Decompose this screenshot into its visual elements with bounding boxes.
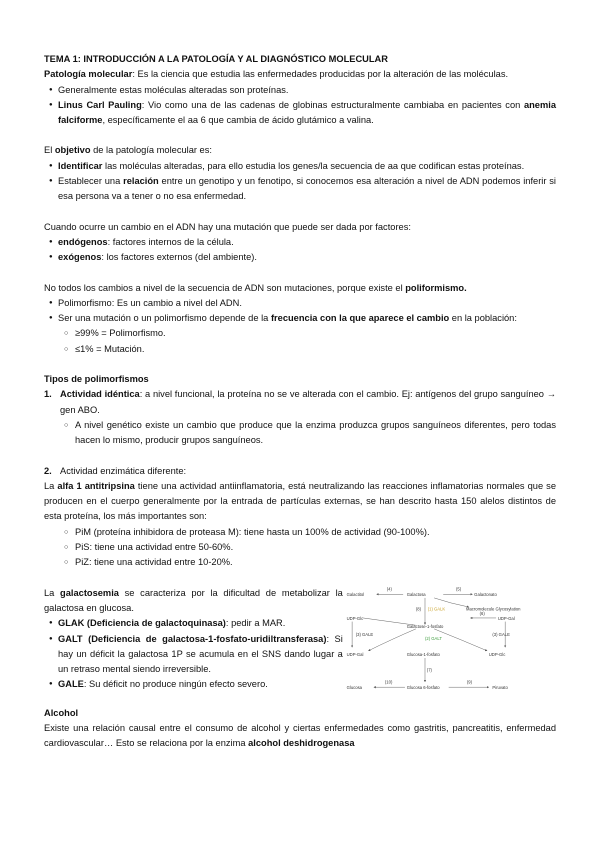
step-label: (9) [466,679,472,685]
galactosemia-section [44,586,556,698]
list-item: ○ ≥99% = Polimorfismo. [44,326,556,341]
galt-label: (2) GALT [424,635,442,641]
macromol-label: Macromolecule Glycosylation [465,606,521,612]
galactose-metabolism-diagram [343,578,556,698]
udp-glc2-label: UDP-Glc [488,651,506,657]
list-item: ○ A nivel genético existe un cambio que produce que la enzima produzca grupos sanguíneos diferentes, pero todas hacen lo mismo, producir grupos sanguíneos. [44,418,556,449]
gale-left-label: (3) GALE [355,631,374,637]
galactosemia-intro: La galactosemia se caracteriza por la dificultad de metabolizar la galactosa en glucosa. [44,587,343,613]
list-item: ● Generalmente estas moléculas alteradas son proteínas. [44,83,556,98]
step-label: (8) [415,606,421,612]
list-item: ○ PiM (proteína inhibidora de proteasa M): tiene hasta un 100% de actividad (90-100%). [44,525,556,540]
glucosa-label: Glucosa [346,684,362,690]
glc6p-label: Glucosa 6-fosfato [406,684,440,690]
list-item: ● Ser una mutación o un polimorfismo depende de la frecuencia con la que aparece el cambio en la población: [44,311,556,326]
galactosemia-list [44,616,343,692]
step-label: (5) [455,586,461,592]
document-content [44,52,556,752]
galk-label: (1) GALK [427,606,446,612]
list-item: ○ ≤1% = Mutación. [44,342,556,357]
step-label: (10) [384,679,393,685]
polimorfismo-intro: No todos los cambios a nivel de la secuencia de ADN son mutaciones, porque existe el poliformismo. [44,282,467,293]
gal1p-label: Galactose-1-fosfato [406,623,444,629]
alcohol-heading: Alcohol [44,707,79,718]
list-item: ● Identificar las moléculas alteradas, para ello estudia los genes/la secuencia de aa que codifican estas proteínas. [44,159,556,174]
patologia-list [44,83,556,129]
udp-glc-label: UDP-Glc [346,615,363,621]
tipos-heading: Tipos de polimorfismos [44,374,149,385]
list-item: ○ PiS: tiene una actividad entre 50-60%. [44,540,556,555]
alfa-paragraph: La alfa 1 antitripsina tiene una actividad antiinflamatoria, está neutralizando las reacciones inflamatorias normales que se producen en el cuerpo generalmente por la entrada de partículas externas, se han descrito hasta 150 alelos distintos de esta proteína, los más importantes son: [44,480,556,522]
mutacion-list [44,235,556,266]
objetivo-list [44,159,556,205]
list-item: ● GALE: Su déficit no produce ningún efecto severo. [44,677,343,692]
alleles-list [44,525,556,571]
list-item: ● Establecer una relación entre un genotipo y un fenotipo, si conocemos esa alteración a nivel de ADN podemos inferir si esa persona va a tener o no esa enfermedad. [44,174,556,205]
list-item: 1. Actividad idéntica: a nivel funcional, la proteína no se ve alterada con el cambio. Ej: antígenos del grupo sanguíneo → gen ABO. [44,389,556,415]
list-item: ● GALT (Deficiencia de galactosa-1-fosfato-uridiltransferasa): Si hay un déficit la galactosa 1P se acumula en el SNS dando lugar a un retraso mental siendo irreversible. [44,632,343,678]
page-title: TEMA 1: INTRODUCCIÓN A LA PATOLOGÍA Y AL DIAGNÓSTICO MOLECULAR [44,54,388,64]
list-item: 2. Actividad enzimática diferente: [44,465,187,476]
tipos-list [44,387,556,448]
step-label: (4) [386,586,392,592]
patologia-definition: Patología molecular: Es la ciencia que estudia las enfermedades producidas por la alteración de las moléculas. [44,69,509,80]
alcohol-paragraph: Existe una relación causal entre el consumo de alcohol y ciertas enfermedades como gastritis, pancreatitis, enfermedad cardiovascular… Esto se relaciona por la enzima alcohol deshidrogenasa [44,722,556,749]
udp-gal2-label: UDP-Gal [346,651,364,657]
list-item: ● exógenos: los factores externos (del ambiente). [44,250,556,265]
piruvato-label: Piruvato [492,684,508,690]
galactitol-label: Galactitol [346,591,364,597]
polimorfismo-list [44,296,556,357]
list-item: ○ PiZ: tiene una actividad entre 10-20%. [44,555,556,570]
udp-gal-label: UDP-Gal [497,615,515,621]
mutacion-intro: Cuando ocurre un cambio en el ADN hay una mutación que puede ser dada por factores: [44,221,411,232]
step-label: (6) [479,610,485,616]
objetivo-intro: El objetivo de la patología molecular es: [44,145,212,156]
list-item: ● Linus Carl Pauling: Vio como una de las cadenas de globinas estructuralmente cambiaba en pacientes con anemia falciforme, específicamente el aa 6 que cambia de ácido glutámico a valina. [44,98,556,129]
gale-right-label: (3) GALE [492,631,510,637]
galactonato-label: Galactonato [474,591,497,597]
galactosa-label: Galactosa [406,591,426,597]
list-item: ● endógenos: factores internos de la célula. [44,235,556,250]
glc1p-label: Glucosa-1-fosfato [406,651,440,657]
step-label: (7) [426,667,432,673]
list-item: ● GLAK (Deficiencia de galactoquinasa): pedir a MAR. [44,616,343,631]
list-item: ● Polimorfismo: Es un cambio a nivel del ADN. [44,296,556,311]
